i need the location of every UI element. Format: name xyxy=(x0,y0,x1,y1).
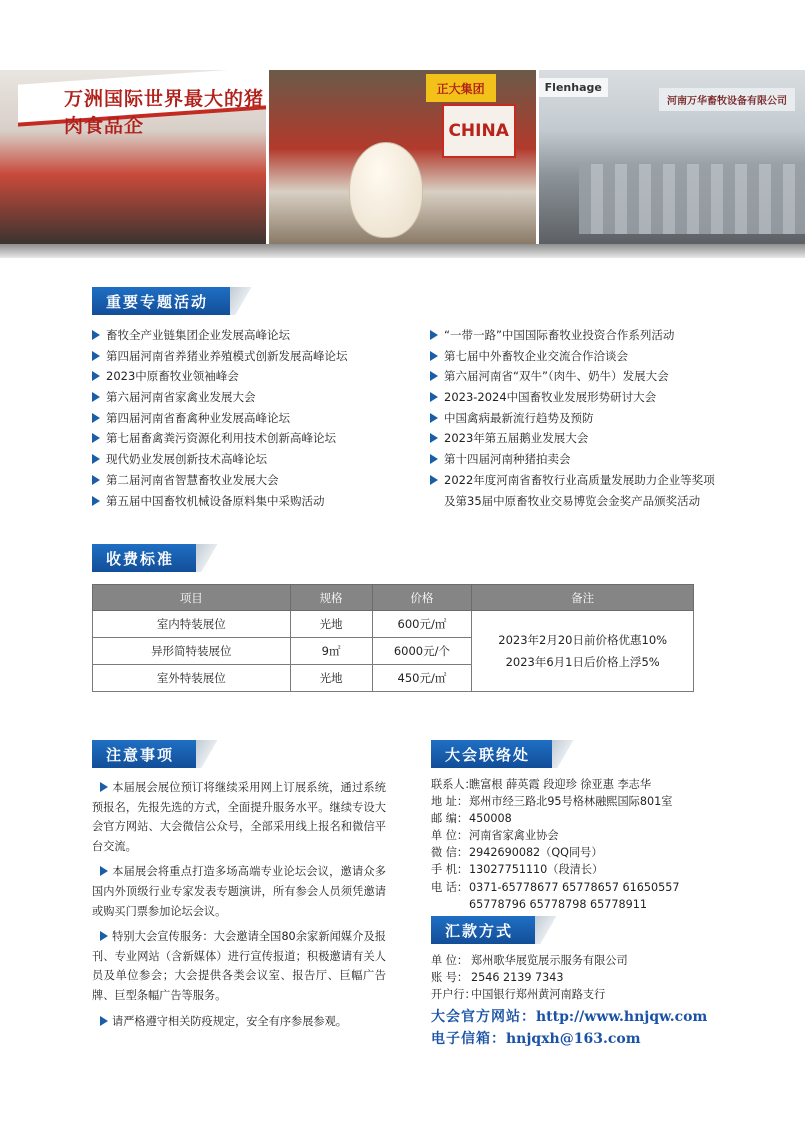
cell-item: 室内特装展位 xyxy=(93,611,291,638)
email-link[interactable]: hnjqxh@163.com xyxy=(506,1031,641,1047)
bullet-triangle-icon xyxy=(430,392,438,402)
bullet-triangle-icon xyxy=(430,413,438,423)
contact-row: 手 机： 13027751110（段清长） xyxy=(431,863,604,877)
list-item: 2023年第五届鹅业发展大会 xyxy=(430,428,715,449)
list-item: 第六届河南省家禽业发展大会 xyxy=(92,387,348,408)
list-item-continued: 及第35届中原畜牧业交易博览会金奖产品颁奖活动 xyxy=(444,493,701,508)
bullet-triangle-icon xyxy=(100,782,108,792)
cell-price: 450元/㎡ xyxy=(372,665,472,692)
col-header-item: 项目 xyxy=(93,585,291,611)
photo3-sign-2: 河南万华畜牧设备有限公司 xyxy=(659,88,795,111)
machine-display xyxy=(579,164,805,234)
strip-shadow xyxy=(0,244,805,258)
bullet-triangle-icon xyxy=(100,866,108,876)
table-row xyxy=(93,611,694,638)
bullet-triangle-icon xyxy=(430,475,438,485)
expo-photo-3 xyxy=(539,70,805,244)
cell-spec: 9㎡ xyxy=(290,638,372,665)
notice-body xyxy=(92,778,386,1037)
col-header-spec: 规格 xyxy=(290,585,372,611)
list-item: 第七届畜禽粪污资源化利用技术创新高峰论坛 xyxy=(92,428,348,449)
col-header-note: 备注 xyxy=(472,585,694,611)
note-line-2: 2023年6月1日后价格上浮5% xyxy=(505,655,660,669)
bullet-triangle-icon xyxy=(92,371,100,381)
note-line-1: 2023年2月20日前价格优惠10% xyxy=(498,633,668,647)
notice-header xyxy=(92,740,218,768)
bullet-triangle-icon xyxy=(92,330,100,340)
email-label: 电子信箱： xyxy=(431,1031,506,1047)
bullet-triangle-icon xyxy=(430,351,438,361)
cell-spec: 光地 xyxy=(290,665,372,692)
cell-price: 600元/㎡ xyxy=(372,611,472,638)
bullet-triangle-icon xyxy=(100,1016,108,1026)
contact-row-continued: 65778796 65778798 65778911 xyxy=(469,897,647,911)
notice-paragraph: 本届展会将重点打造多场高端专业论坛会议，邀请众多国内外顶级行业专家发表专题演讲，所有参会人员须凭邀请或购买门票参加论坛会议。 xyxy=(92,865,386,918)
cell-price: 6000元/个 xyxy=(372,638,472,665)
payment-title: 汇款方式 xyxy=(431,916,535,944)
contact-row: 微 信： 2942690082（QQ同号） xyxy=(431,846,603,860)
expo-photo-2 xyxy=(269,70,535,244)
bullet-triangle-icon xyxy=(92,454,100,464)
fee-table xyxy=(92,584,694,692)
expo-photo-1 xyxy=(0,70,266,244)
payment-row: 开户行： 中国银行郑州黄河南路支行 xyxy=(431,988,606,1001)
cell-item: 室外特装展位 xyxy=(93,665,291,692)
list-item: 现代奶业发展创新技术高峰论坛 xyxy=(92,449,348,470)
bullet-triangle-icon xyxy=(100,931,108,941)
payment-row: 账 号： 2546 2139 7343 xyxy=(431,971,564,984)
notice-title: 注意事项 xyxy=(92,740,196,768)
email-address[interactable] xyxy=(431,1028,641,1048)
official-website[interactable] xyxy=(431,1006,707,1026)
bullet-triangle-icon xyxy=(430,433,438,443)
events-list-left xyxy=(92,325,348,511)
list-item: 2022年度河南省畜牧行业高质量发展助力企业等奖项 xyxy=(430,470,715,491)
payment-header xyxy=(431,916,557,944)
list-item: 第五届中国畜牧机械设备原料集中采购活动 xyxy=(92,491,348,512)
list-item: 畜牧全产业链集团企业发展高峰论坛 xyxy=(92,325,348,346)
events-title: 重要专题活动 xyxy=(92,287,230,315)
fees-title: 收费标准 xyxy=(92,544,196,572)
list-item: 2023中原畜牧业领袖峰会 xyxy=(92,366,348,387)
cell-spec: 光地 xyxy=(290,611,372,638)
bullet-triangle-icon xyxy=(92,433,100,443)
list-item: 第七届中外畜牧企业交流合作洽谈会 xyxy=(430,346,715,367)
photo2-sign: CHINA xyxy=(442,104,516,158)
payment-row: 单 位： 郑州歌华展览展示服务有限公司 xyxy=(431,954,628,967)
egg-display xyxy=(349,142,423,238)
bullet-triangle-icon xyxy=(92,392,100,402)
photo1-banner-text: 万洲国际世界最大的猪肉食品企 xyxy=(64,88,265,137)
list-item: 第四届河南省畜禽种业发展高峰论坛 xyxy=(92,408,348,429)
list-item: 第四届河南省养猪业养殖模式创新发展高峰论坛 xyxy=(92,346,348,367)
events-header xyxy=(92,287,252,315)
contact-row: 联系人： 瞧富根 薛英霞 段迎珍 徐亚惠 李志华 xyxy=(431,778,652,791)
bullet-triangle-icon xyxy=(430,330,438,340)
notice-paragraph: 特别大会宣传服务：大会邀请全国80余家新闻媒介及报刊、专业网站（含新媒体）进行宣传报道；积极邀请有关人员及单位参会；大会提供各类会议室、报告厅、巨幅广告牌、巨型条幅广告等服务。 xyxy=(92,930,386,1002)
contact-header xyxy=(431,740,574,768)
events-list-right xyxy=(430,325,715,511)
photo-strip xyxy=(0,70,805,244)
contact-row: 电 话： 0371-65778677 65778657 61650557 xyxy=(431,880,680,894)
list-item: 中国禽病最新流行趋势及预防 xyxy=(430,408,715,429)
fees-header xyxy=(92,544,218,572)
contact-row: 地 址： 郑州市经三路北95号格林融熙国际801室 xyxy=(431,795,673,809)
cell-note xyxy=(472,611,694,692)
bullet-triangle-icon xyxy=(92,496,100,506)
list-item: 第十四届河南种猪拍卖会 xyxy=(430,449,715,470)
website-label: 大会官方网站： xyxy=(431,1009,536,1025)
bullet-triangle-icon xyxy=(92,413,100,423)
list-item: 2023-2024中国畜牧业发展形势研讨大会 xyxy=(430,387,715,408)
table-header-row xyxy=(93,585,694,611)
notice-paragraph: 请严格遵守相关防疫规定，安全有序参展参观。 xyxy=(92,1012,386,1032)
bullet-triangle-icon xyxy=(92,475,100,485)
photo1-banner xyxy=(18,70,266,137)
bullet-triangle-icon xyxy=(430,454,438,464)
website-link[interactable]: http://www.hnjqw.com xyxy=(536,1009,708,1025)
notice-paragraph: 本届展会展位预订将继续采用网上订展系统，通过系统预报名，先报先选的方式，全面提升服务水平。继续专设大会官方网站、大会微信公众号，全部采用线上报名和微信平台交流。 xyxy=(92,781,386,853)
bullet-triangle-icon xyxy=(430,371,438,381)
payment-info xyxy=(431,952,741,1003)
cell-item: 异形简特装展位 xyxy=(93,638,291,665)
contact-info xyxy=(431,776,741,913)
col-header-price: 价格 xyxy=(372,585,472,611)
contact-title: 大会联络处 xyxy=(431,740,552,768)
list-item: 第二届河南省智慧畜牧业发展大会 xyxy=(92,470,348,491)
bullet-triangle-icon xyxy=(92,351,100,361)
photo3-sign-1: Flenhage xyxy=(539,78,608,97)
contact-row: 单 位： 河南省家禽业协会 xyxy=(431,829,559,843)
list-item: “一带一路”中国国际畜牧业投资合作系列活动 xyxy=(430,325,715,346)
photo2-logo: 正大集团 xyxy=(426,74,496,102)
contact-row: 邮 编： 450008 xyxy=(431,812,512,826)
list-item: 第六届河南省“双牛”（肉牛、奶牛）发展大会 xyxy=(430,366,715,387)
